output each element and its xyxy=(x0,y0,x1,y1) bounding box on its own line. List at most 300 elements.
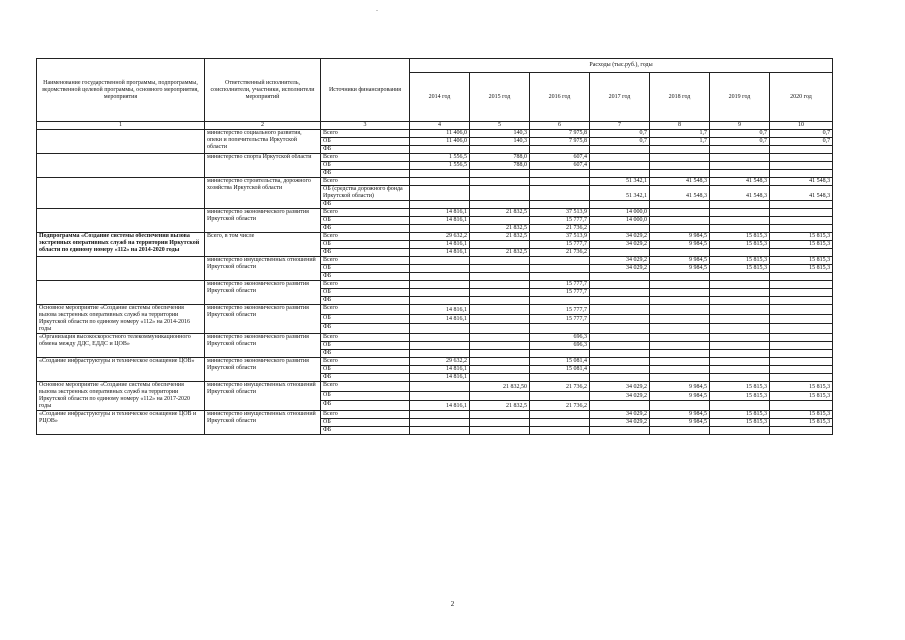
value-cell xyxy=(410,350,470,358)
value-cell xyxy=(530,186,590,201)
value-cell xyxy=(530,374,590,382)
value-cell: 11 406,0 xyxy=(410,138,470,146)
value-cell xyxy=(410,265,470,273)
value-cell xyxy=(590,366,650,374)
value-cell: 15 815,3 xyxy=(710,419,770,427)
value-cell: 41 548,3 xyxy=(710,186,770,201)
value-cell: 15 081,4 xyxy=(530,358,590,366)
value-cell xyxy=(410,170,470,178)
source-cell: ОБ (средства дорожного фонда Иркутской области) xyxy=(321,186,410,201)
program-cell: Подпрограмма «Создание системы обеспечения вызова экстренных оперативных служб на территории Иркутской области по единому номеру «112» на 2014-2020 годы xyxy=(37,233,205,257)
value-cell xyxy=(710,366,770,374)
source-cell: ФБ xyxy=(321,427,410,435)
value-cell xyxy=(590,374,650,382)
value-cell xyxy=(410,225,470,233)
value-cell xyxy=(770,350,833,358)
value-cell xyxy=(710,209,770,217)
value-cell xyxy=(530,324,590,334)
value-cell xyxy=(770,297,833,305)
value-cell xyxy=(770,209,833,217)
source-cell: Всего xyxy=(321,233,410,241)
value-cell xyxy=(770,162,833,170)
value-cell: 14 816,1 xyxy=(410,241,470,249)
value-cell xyxy=(770,314,833,324)
value-cell xyxy=(590,289,650,297)
value-cell xyxy=(590,146,650,154)
value-cell: 15 815,3 xyxy=(770,391,833,401)
source-cell: ФБ xyxy=(321,273,410,281)
source-cell: Всего xyxy=(321,411,410,419)
value-cell xyxy=(470,217,530,225)
value-cell xyxy=(770,358,833,366)
program-cell: «Организация высокоскоростного телекоммуникационного обмена между ДДС, ЕДДС и ЦОВ» xyxy=(37,334,205,358)
program-cell xyxy=(37,178,205,209)
value-cell: 15 777,7 xyxy=(530,314,590,324)
value-cell xyxy=(530,257,590,265)
source-cell: ФБ xyxy=(321,297,410,305)
value-cell xyxy=(590,350,650,358)
value-cell: 34 029,2 xyxy=(590,257,650,265)
value-cell xyxy=(410,342,470,350)
value-cell xyxy=(470,374,530,382)
value-cell xyxy=(590,225,650,233)
value-cell xyxy=(470,178,530,186)
value-cell: 51 342,1 xyxy=(590,186,650,201)
table-row xyxy=(37,130,833,138)
value-cell xyxy=(470,350,530,358)
column-index: 9 xyxy=(710,122,770,130)
value-cell xyxy=(410,391,470,401)
value-cell xyxy=(710,225,770,233)
value-cell xyxy=(650,281,710,289)
value-cell xyxy=(470,241,530,249)
value-cell xyxy=(770,170,833,178)
value-cell xyxy=(590,401,650,411)
program-cell xyxy=(37,130,205,154)
value-cell: 21 832,5 xyxy=(470,209,530,217)
value-cell: 0,7 xyxy=(770,130,833,138)
source-cell: ОБ xyxy=(321,265,410,273)
header-year: 2018 год xyxy=(650,73,710,122)
value-cell xyxy=(470,146,530,154)
value-cell xyxy=(770,146,833,154)
budget-table-sheet xyxy=(36,58,832,435)
value-cell: 15 815,3 xyxy=(770,233,833,241)
value-cell: 14 816,1 xyxy=(410,217,470,225)
value-cell xyxy=(650,305,710,315)
source-cell: Всего xyxy=(321,382,410,392)
value-cell: 41 548,3 xyxy=(650,178,710,186)
value-cell xyxy=(770,281,833,289)
executor-cell: министерство экономического развития Иркутской области xyxy=(205,209,321,233)
value-cell xyxy=(770,289,833,297)
source-cell: Всего xyxy=(321,358,410,366)
value-cell xyxy=(470,324,530,334)
header-program-col: Наименование государственной программы, подпрограммы, ведомственной целевой программы, основного мероприятия, мероприятия xyxy=(37,59,205,122)
value-cell xyxy=(770,225,833,233)
value-cell xyxy=(410,297,470,305)
executor-cell: министерство имущественных отношений Иркутской области xyxy=(205,257,321,281)
value-cell: 14 816,1 xyxy=(410,314,470,324)
program-cell: Основное мероприятие «Создание системы обеспечения вызова экстренных оперативных служб на территории Иркутской области по единому номеру «112» на 2014-2016 годы xyxy=(37,305,205,334)
value-cell xyxy=(590,249,650,257)
value-cell xyxy=(470,257,530,265)
value-cell: 37 513,9 xyxy=(530,233,590,241)
source-cell: Всего xyxy=(321,257,410,265)
value-cell: 15 815,3 xyxy=(710,382,770,392)
value-cell: 14 816,1 xyxy=(410,401,470,411)
value-cell: 21 736,2 xyxy=(530,382,590,392)
value-cell xyxy=(650,209,710,217)
header-executor-col: Ответственный исполнитель, соисполнители, участники, исполнители мероприятий xyxy=(205,59,321,122)
value-cell: 41 548,3 xyxy=(770,186,833,201)
value-cell: 0,7 xyxy=(590,130,650,138)
source-cell: ФБ xyxy=(321,350,410,358)
value-cell xyxy=(590,154,650,162)
value-cell xyxy=(650,225,710,233)
value-cell: 34 029,2 xyxy=(590,382,650,392)
value-cell xyxy=(530,201,590,209)
header-year: 2020 год xyxy=(770,73,833,122)
value-cell: 140,3 xyxy=(470,138,530,146)
value-cell xyxy=(470,391,530,401)
value-cell xyxy=(770,366,833,374)
value-cell xyxy=(530,265,590,273)
value-cell: 15 777,7 xyxy=(530,289,590,297)
value-cell: 15 815,3 xyxy=(710,257,770,265)
program-cell: «Создание инфраструктуры и техническое оснащение ЦОВ и РЦОВ» xyxy=(37,411,205,435)
value-cell xyxy=(710,374,770,382)
value-cell: 15 777,7 xyxy=(530,217,590,225)
value-cell: 14 000,0 xyxy=(590,209,650,217)
value-cell xyxy=(710,305,770,315)
value-cell: 34 029,2 xyxy=(590,233,650,241)
expenses-table xyxy=(36,58,833,435)
source-cell: ФБ xyxy=(321,146,410,154)
value-cell: 788,0 xyxy=(470,154,530,162)
value-cell: 15 777,7 xyxy=(530,305,590,315)
value-cell xyxy=(470,273,530,281)
source-cell: Всего xyxy=(321,334,410,342)
source-cell: ОБ xyxy=(321,366,410,374)
value-cell: 21 736,2 xyxy=(530,225,590,233)
value-cell xyxy=(410,273,470,281)
value-cell xyxy=(710,289,770,297)
value-cell xyxy=(650,342,710,350)
value-cell xyxy=(710,154,770,162)
executor-cell: министерство строительства, дорожного хозяйства Иркутской области xyxy=(205,178,321,209)
value-cell xyxy=(590,342,650,350)
value-cell: 34 029,2 xyxy=(590,391,650,401)
source-cell: Всего xyxy=(321,209,410,217)
value-cell xyxy=(530,350,590,358)
table-row xyxy=(37,334,833,342)
value-cell: 15 815,3 xyxy=(710,411,770,419)
value-cell xyxy=(470,358,530,366)
value-cell xyxy=(710,201,770,209)
executor-cell: министерство имущественных отношений Иркутской области xyxy=(205,411,321,435)
value-cell xyxy=(650,401,710,411)
value-cell xyxy=(710,358,770,366)
value-cell: 9 984,5 xyxy=(650,382,710,392)
table-row xyxy=(37,178,833,186)
value-cell xyxy=(470,201,530,209)
value-cell xyxy=(410,186,470,201)
value-cell xyxy=(710,273,770,281)
value-cell xyxy=(710,146,770,154)
value-cell xyxy=(650,146,710,154)
header-year: 2015 год xyxy=(470,73,530,122)
value-cell: 0,7 xyxy=(710,130,770,138)
value-cell xyxy=(590,297,650,305)
value-cell xyxy=(590,358,650,366)
executor-cell: министерство спорта Иркутской области xyxy=(205,154,321,178)
value-cell: 15 815,3 xyxy=(770,265,833,273)
value-cell: 41 548,3 xyxy=(770,178,833,186)
value-cell xyxy=(530,146,590,154)
column-index: 8 xyxy=(650,122,710,130)
value-cell: 1 556,5 xyxy=(410,154,470,162)
table-row xyxy=(37,281,833,289)
value-cell: 15 777,7 xyxy=(530,281,590,289)
value-cell xyxy=(770,217,833,225)
column-index: 4 xyxy=(410,122,470,130)
value-cell: 21 832,5 xyxy=(470,249,530,257)
value-cell: 7 975,8 xyxy=(530,130,590,138)
value-cell xyxy=(470,342,530,350)
value-cell xyxy=(770,334,833,342)
value-cell xyxy=(590,273,650,281)
value-cell xyxy=(470,297,530,305)
source-cell: ФБ xyxy=(321,401,410,411)
table-row xyxy=(37,305,833,315)
column-index: 7 xyxy=(590,122,650,130)
value-cell xyxy=(410,411,470,419)
program-cell: Основное мероприятие «Создание системы обеспечения вызова экстренных оперативных служб на территории Иркутской области по единому номеру «112» на 2017-2020 годы xyxy=(37,382,205,411)
value-cell: 9 984,5 xyxy=(650,419,710,427)
value-cell: 0,7 xyxy=(590,138,650,146)
program-cell xyxy=(37,257,205,281)
value-cell xyxy=(530,419,590,427)
value-cell xyxy=(590,334,650,342)
executor-cell: министерство экономического развития Иркутской области xyxy=(205,358,321,382)
value-cell: 37 513,9 xyxy=(530,209,590,217)
source-cell: ОБ xyxy=(321,314,410,324)
value-cell xyxy=(470,170,530,178)
source-cell: ОБ xyxy=(321,419,410,427)
value-cell xyxy=(470,427,530,435)
value-cell: 21 832,5 xyxy=(470,225,530,233)
value-cell xyxy=(770,201,833,209)
value-cell: 9 984,5 xyxy=(650,257,710,265)
value-cell: 9 984,5 xyxy=(650,265,710,273)
table-row xyxy=(37,209,833,217)
value-cell: 696,3 xyxy=(530,334,590,342)
value-cell: 607,4 xyxy=(530,154,590,162)
value-cell xyxy=(710,324,770,334)
source-cell: Всего xyxy=(321,305,410,315)
value-cell xyxy=(650,324,710,334)
value-cell xyxy=(470,411,530,419)
source-cell: ФБ xyxy=(321,170,410,178)
table-row xyxy=(37,154,833,162)
source-cell: ОБ xyxy=(321,162,410,170)
value-cell xyxy=(650,249,710,257)
column-index: 5 xyxy=(470,122,530,130)
value-cell xyxy=(590,305,650,315)
value-cell xyxy=(590,324,650,334)
value-cell xyxy=(710,217,770,225)
value-cell: 14 816,1 xyxy=(410,374,470,382)
header-year: 2016 год xyxy=(530,73,590,122)
value-cell xyxy=(410,281,470,289)
source-cell: Всего xyxy=(321,281,410,289)
header-year: 2014 год xyxy=(410,73,470,122)
column-index: 6 xyxy=(530,122,590,130)
header-source-col: Источники финансирования xyxy=(321,59,410,122)
value-cell xyxy=(470,366,530,374)
value-cell: 140,3 xyxy=(470,130,530,138)
source-cell: ОБ xyxy=(321,342,410,350)
value-cell xyxy=(710,281,770,289)
value-cell xyxy=(710,170,770,178)
value-cell xyxy=(530,178,590,186)
value-cell: 34 029,2 xyxy=(590,241,650,249)
value-cell xyxy=(710,249,770,257)
value-cell xyxy=(650,201,710,209)
value-cell: 9 984,5 xyxy=(650,241,710,249)
column-index: 2 xyxy=(205,122,321,130)
value-cell: 15 815,3 xyxy=(770,411,833,419)
value-cell: 696,3 xyxy=(530,342,590,350)
value-cell xyxy=(650,297,710,305)
value-cell: 15 815,3 xyxy=(710,241,770,249)
source-cell: Всего xyxy=(321,130,410,138)
value-cell: 29 632,2 xyxy=(410,233,470,241)
executor-cell: министерство социального развития, опеки и попечительства Иркутской области xyxy=(205,130,321,154)
value-cell: 15 815,3 xyxy=(710,265,770,273)
value-cell: 15 815,3 xyxy=(710,391,770,401)
source-cell: ФБ xyxy=(321,201,410,209)
table-row xyxy=(37,358,833,366)
value-cell xyxy=(650,350,710,358)
value-cell xyxy=(410,382,470,392)
value-cell xyxy=(650,170,710,178)
header-expenses-title: Расходы (тыс.руб.), годы xyxy=(410,59,833,73)
source-cell: ОБ xyxy=(321,241,410,249)
value-cell xyxy=(410,334,470,342)
value-cell: 1 556,5 xyxy=(410,162,470,170)
value-cell xyxy=(530,297,590,305)
value-cell: 34 029,2 xyxy=(590,411,650,419)
value-cell xyxy=(410,324,470,334)
value-cell: 1,7 xyxy=(650,138,710,146)
value-cell: 41 548,3 xyxy=(710,178,770,186)
value-cell xyxy=(710,342,770,350)
program-cell: «Создание инфраструктуры и техническое оснащение ЦОВ» xyxy=(37,358,205,382)
value-cell xyxy=(410,289,470,297)
source-cell: ФБ xyxy=(321,249,410,257)
value-cell xyxy=(770,324,833,334)
value-cell xyxy=(530,427,590,435)
value-cell: 14 816,1 xyxy=(410,366,470,374)
table-row xyxy=(37,257,833,265)
top-mark: - xyxy=(376,8,378,14)
table-row xyxy=(37,382,833,392)
value-cell: 41 548,3 xyxy=(650,186,710,201)
value-cell: 14 816,1 xyxy=(410,305,470,315)
value-cell xyxy=(770,154,833,162)
value-cell: 0,7 xyxy=(710,138,770,146)
value-cell: 7 975,8 xyxy=(530,138,590,146)
value-cell xyxy=(650,217,710,225)
value-cell xyxy=(710,401,770,411)
value-cell xyxy=(410,178,470,186)
header-year: 2019 год xyxy=(710,73,770,122)
value-cell: 15 815,3 xyxy=(770,382,833,392)
value-cell: 15 777,7 xyxy=(530,241,590,249)
value-cell: 15 815,3 xyxy=(770,419,833,427)
value-cell: 788,0 xyxy=(470,162,530,170)
column-index: 3 xyxy=(321,122,410,130)
value-cell: 21 736,2 xyxy=(530,249,590,257)
value-cell xyxy=(650,162,710,170)
value-cell xyxy=(650,358,710,366)
value-cell xyxy=(590,162,650,170)
value-cell xyxy=(770,342,833,350)
executor-cell: Всего, в том числе xyxy=(205,233,321,257)
table-row xyxy=(37,233,833,241)
value-cell xyxy=(650,314,710,324)
program-cell xyxy=(37,281,205,305)
value-cell: 0,7 xyxy=(770,138,833,146)
table-row xyxy=(37,411,833,419)
executor-cell: министерство имущественных отношений Иркутской области xyxy=(205,382,321,411)
value-cell: 21 832,5 xyxy=(470,401,530,411)
value-cell xyxy=(470,305,530,315)
value-cell xyxy=(650,427,710,435)
source-cell: ОБ xyxy=(321,217,410,225)
value-cell: 34 029,2 xyxy=(590,265,650,273)
source-cell: ОБ xyxy=(321,289,410,297)
value-cell: 34 029,2 xyxy=(590,419,650,427)
value-cell xyxy=(650,374,710,382)
value-cell xyxy=(710,297,770,305)
value-cell xyxy=(590,201,650,209)
value-cell: 1,7 xyxy=(650,130,710,138)
value-cell xyxy=(650,334,710,342)
executor-cell: министерство экономического развития Иркутской области xyxy=(205,334,321,358)
value-cell xyxy=(470,186,530,201)
source-cell: Всего xyxy=(321,154,410,162)
source-cell: ОБ xyxy=(321,391,410,401)
source-cell: ОБ xyxy=(321,138,410,146)
value-cell: 15 081,4 xyxy=(530,366,590,374)
value-cell xyxy=(590,170,650,178)
program-cell xyxy=(37,154,205,178)
value-cell: 9 984,5 xyxy=(650,411,710,419)
value-cell xyxy=(590,314,650,324)
value-cell xyxy=(470,281,530,289)
value-cell xyxy=(410,201,470,209)
value-cell xyxy=(530,391,590,401)
value-cell xyxy=(410,257,470,265)
executor-cell: министерство экономического развития Иркутской области xyxy=(205,281,321,305)
value-cell: 21 832,50 xyxy=(470,382,530,392)
header-year: 2017 год xyxy=(590,73,650,122)
value-cell: 11 406,0 xyxy=(410,130,470,138)
value-cell xyxy=(710,350,770,358)
